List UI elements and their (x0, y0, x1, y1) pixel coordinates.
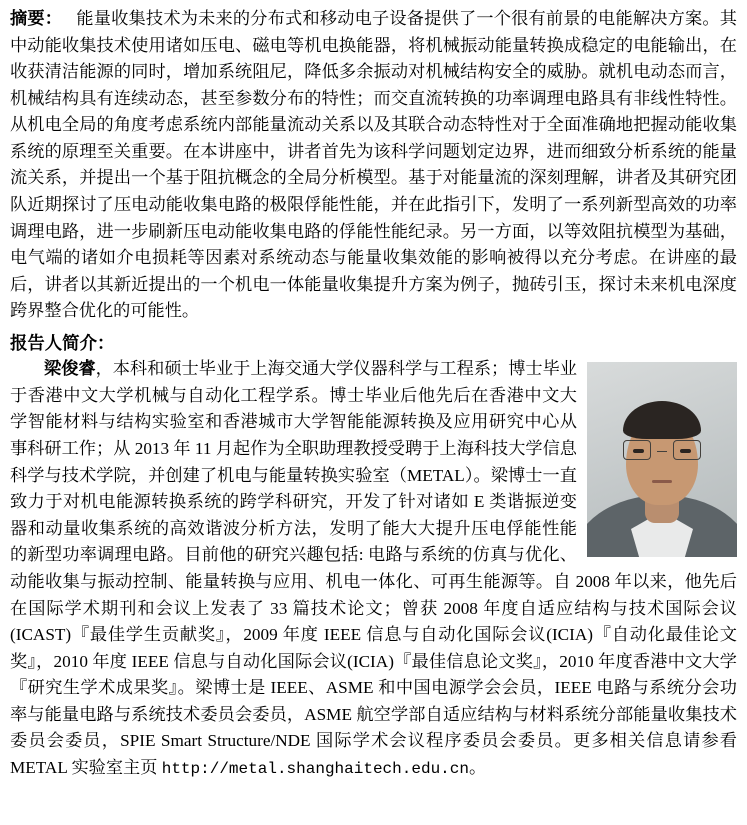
bio-text-part2: 。 (468, 757, 487, 777)
bio-heading: 报告人简介： (10, 332, 115, 353)
portrait-eye-left (633, 449, 644, 453)
portrait-mouth (652, 480, 672, 483)
abstract-text: 能量收集技术为未来的分布式和移动电子设备提供了一个很有前景的电能解决方案。其中动能收集技术使用诸如压电、磁电等机电换能器，将机械振动能量转换成稳定的电能输出，在收获清洁能源的同时，增加系统阻尼，降低多余振动对机械结构安全的威胁。就机电动态而言，机械结构具有连续动态，甚至参数分布的特性；而交直流转换的功率调理电路具有非线性特性。从机电全局的角度考虑系统内部能量流动关系以及其联合动态特性对于全面准确地把握动能收集系统的原理至关重要。在本讲座中，讲者首先为该科学问题划定边界，进而细致分析系统的能量流关系，并提出一个基于阻抗概念的全局分析模型。基于对能量流的深刻理解，讲者及其研究团队近期探讨了压电动能收集电路的极限俘能性能，并在此指引下，发明了一系列新型高效的功率调理电路，进一步刷新压电动能收集电路的俘能性能纪录。另一方面，以等效阻抗模型为基础，电气端的诸如介电损耗等因素对系统动态与能量收集效能的影响被得以充分考虑。在讲座的最后，讲者以其新近提出的一个机电一体能量收集提升方案为例子，抛砖引玉，探讨未来机电深度跨界整合优化的可能性。 (10, 9, 737, 321)
speaker-portrait (587, 362, 737, 557)
bio-text-part1: ，本科和硕士毕业于上海交通大学仪器科学与工程系；博士毕业于香港中文大学机械与自动化工程学系。博士毕业后他先后在香港中文大学智能材料与结构实验室和香港城市大学智能能源转换及应用研究中心从事科研工作；从 2013 年 11 月起作为全职助理教授受聘于上海科技大学信息科学与技术学院，并创建了机电与能量转换实验室（METAL）。梁博士一直致力于对机电能源转换系统的跨学科研究，开发了针对诸如 E 类谐振逆变器和动量收集系统的高效谐波分析方法，发明了能大大提升压电俘能性能的新型功率调理电路。目前他的研究兴趣包括: 电路与系统的仿真与优化、动能收集与振动控制、能量转换与应用、机电一体化、可再生能源等。自 2008 年以来，他先后在国际学术期刊和会议上发表了 33 篇技术论文；曾获 2008 年度自适应结构与技术国际会议(ICAST)『最佳学生贡献奖』，2009 年度 IEEE 信息与自动化国际会议(ICIA)『自动化最佳论文奖』，2010 年度 IEEE 信息与自动化国际会议(ICIA)『最佳信息论文奖』，2010 年度香港中文大学『研究生学术成果奖』。梁博士是 IEEE、ASME 和中国电源学会会员，IEEE 电路与系统分会功率与能量电路与系统技术委员会委员，ASME 航空学部自适应结构与材料系统分部能量收集技术委员会委员，SPIE Smart Structure/NDE 国际学术会议程序委员会委员。更多相关信息请参看 METAL 实验室主页 (10, 359, 737, 777)
bio-section (10, 356, 737, 781)
abstract-section (10, 6, 737, 325)
speaker-name: 梁俊睿 (44, 359, 96, 379)
abstract-label: 摘要： (10, 9, 63, 28)
portrait-eye-right (680, 449, 691, 453)
portrait-glasses-bridge (657, 451, 667, 452)
lab-homepage-link[interactable]: http://metal.shanghaitech.edu.cn (161, 759, 469, 778)
